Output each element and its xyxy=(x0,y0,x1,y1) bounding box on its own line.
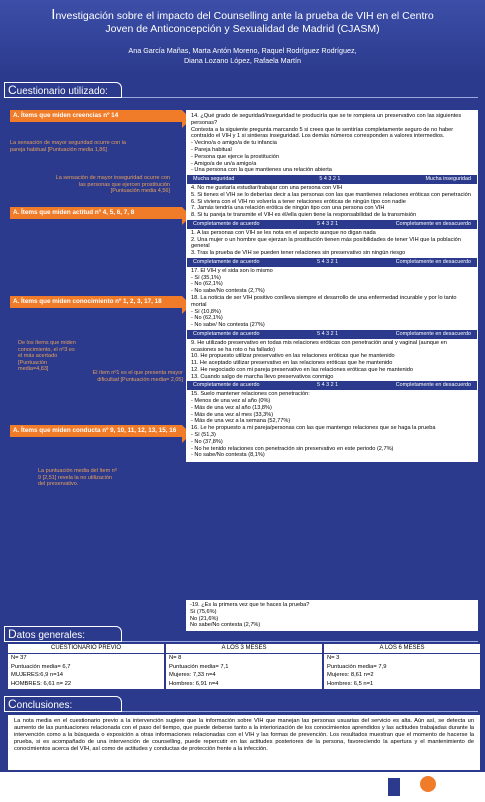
scale-acuerdo xyxy=(187,330,477,339)
divider xyxy=(122,97,478,98)
q17: 17. El VIH y el sida son lo mismo xyxy=(191,267,273,274)
q1: 1. A las personas con VIH se les nota en el aspecto aunque no digan nada xyxy=(191,229,376,236)
q14-option: - Pareja habitual xyxy=(191,146,232,153)
q17-option: - No (62,1%) xyxy=(191,281,223,288)
q19: -19. ¿Es la primera vez que te haces la prueba? xyxy=(190,602,310,608)
q16-option: - No sabe/No contesta (8,1%) xyxy=(191,452,265,459)
authors-line-1: Ana García Mañas, Marta Antón Moreno, Raquel Rodríguez Rodríguez, xyxy=(128,46,357,55)
arrow-creencias: A. Ítems que miden creencias nº 14 xyxy=(10,110,182,122)
q19-option: Sí (75,6%) xyxy=(190,608,217,615)
scale-acuerdo xyxy=(187,381,477,390)
footer xyxy=(0,772,485,802)
scale-numbers: 5 4 3 2 1 xyxy=(319,176,341,183)
scale-right: Completamente en desacuerdo xyxy=(395,382,471,389)
scale-acuerdo xyxy=(187,220,477,229)
q14: 14. ¿Qué grado de seguridad/inseguridad te produciría que se te rompiera un preservativo con las siguientes personas? xyxy=(191,113,462,126)
section-initial: C xyxy=(8,83,17,97)
q18-option: - No sabe/ No contesta (27%) xyxy=(191,322,265,329)
col-cell: Puntuación media= 7,1 xyxy=(169,663,229,670)
arrow-conocimiento: A. Ítems que miden conocimiento nº 1, 2, 3, 17, 18 xyxy=(10,296,182,308)
col-cell: N= 37 xyxy=(11,654,27,661)
scale-acuerdo xyxy=(187,258,477,267)
section-label: atos generales: xyxy=(16,630,86,641)
note-seguridad: La sensación de mayor seguridad ocurre con la pareja habitual [Puntuación media 1,86] xyxy=(10,140,126,153)
cjasm-logo xyxy=(420,776,436,792)
q14-option: - Amigo/a de un/a amigo/a xyxy=(191,160,257,167)
poster-title xyxy=(0,8,485,36)
section-datos xyxy=(4,626,122,642)
datos-col-previo xyxy=(8,644,164,689)
col-header: CUESTIONARIO PREVIO xyxy=(8,644,164,654)
col-cell: HOMBRES: 6,61 n= 22 xyxy=(11,681,72,688)
scale-numbers: 5 4 3 2 1 xyxy=(317,258,339,265)
q5: 5. Si tienes el VIH se lo deberías decir a las personas con las que mantienes relaciones eróticas con penetración xyxy=(191,191,471,198)
poster-header xyxy=(0,0,485,75)
section-cuestionario xyxy=(4,82,122,98)
col-cell: Mujeres: 8,61 n=2 xyxy=(327,672,374,679)
q18: 18. La noticia de ser VIH positivo conlleva siempre el desarrollo de una enfermedad incurable y por lo tanto mortal xyxy=(191,294,457,308)
q13: 13. Cuando salgo de marcha llevo preservativos conmigo xyxy=(191,373,334,380)
scale-numbers: 5 4 3 2 1 xyxy=(317,382,339,389)
q16-option: - No he tenido relaciones con penetración sin preservativo en este periodo (2,7%) xyxy=(191,445,394,452)
divider xyxy=(122,641,478,642)
note-item9: La puntuación media del ítem nº 9 [2,51] revela la no utilización del preservativo. xyxy=(38,468,117,487)
q18-option: - Sí (10,8%) xyxy=(191,308,221,315)
q19-option: No (21,6%) xyxy=(190,615,219,622)
col-cell: Hombres: 6,5 n=1 xyxy=(327,681,374,688)
q14-option: - Persona que ejerce la prostitución xyxy=(191,153,279,160)
q16-option: - Sí (51,3) xyxy=(191,432,216,439)
q15-option: - Más de una vez al mes (33,3%) xyxy=(191,411,274,418)
note-item3: De los ítems que miden conocimiento, el nº3 es el más acertado [Puntuación media=4,83] xyxy=(18,340,76,372)
q18-option: - No (62,1%) xyxy=(191,315,223,322)
arrow-conducta: A. Ítems que miden conducta nº 9, 10, 11, 12, 13, 15, 16 xyxy=(10,425,182,437)
q16-option: - No (37,8%) xyxy=(191,438,223,445)
datos-col-3meses xyxy=(166,644,322,689)
scale-numbers: 5 4 3 2 1 xyxy=(317,220,339,227)
scale-seguridad xyxy=(187,175,477,184)
q14-option: - Vecino/a o amigo/a de tu infancia xyxy=(191,140,277,147)
scale-left: Mucha seguridad xyxy=(193,176,235,183)
scale-right: Completamente en desacuerdo xyxy=(395,330,471,337)
divider xyxy=(122,711,478,712)
q7: 7. Jamás tendría una relación erótica de ningún tipo con una persona con VIH xyxy=(191,205,385,212)
section-initial: D xyxy=(8,627,17,641)
col-header: A LOS 6 MESES xyxy=(324,644,480,654)
questionnaire-panel xyxy=(186,110,478,462)
note-item1: El ítem nº1 es el que presenta mayor dificultad [Puntuación media= 2,05] xyxy=(92,370,183,383)
col-cell: N= 3 xyxy=(327,654,340,661)
question-19-panel xyxy=(186,600,478,631)
q17-option: - No sabe/No contesta (2,7%) xyxy=(191,288,265,295)
col-cell: Puntuación media= 7,9 xyxy=(327,663,387,670)
q15-option: - Menos de una vez al año (0%) xyxy=(191,398,271,405)
datos-col-6meses xyxy=(324,644,480,689)
scale-right: Completamente en desacuerdo xyxy=(395,258,471,265)
q17-option: - Sí (35,1%) xyxy=(191,274,221,281)
scale-left: Completamente de acuerdo xyxy=(193,330,260,337)
q3: 3. Tras la prueba de VIH se pueden tener relaciones sin preservativo sin ningún riesgo xyxy=(191,250,406,257)
col-cell: Puntuación media= 6,7 xyxy=(11,663,71,670)
scale-left: Completamente de acuerdo xyxy=(193,382,260,389)
q14-instructions: Contesta a la siguiente pregunta marcando 5 si crees que te sentirías completamente seguro de no haber contraído el VIH y 1 si sintieras inseguridad. Los demás números corresponden a valores intermedios. xyxy=(191,126,454,140)
col-cell: MUJERES:6,9 n=14 xyxy=(11,672,64,679)
title-text: nvestigación sobre el impacto del Counselling ante la prueba de VIH en el Centro Joven de Anticoncepción y Sexualidad de Madrid (CJASM) xyxy=(55,10,434,35)
scale-left: Completamente de acuerdo xyxy=(193,220,260,227)
authors xyxy=(0,46,485,66)
q19-option: No sabe/No contesta (2,7%) xyxy=(190,622,261,629)
scale-numbers: 5 4 3 2 1 xyxy=(317,330,339,337)
q11: 11. He aceptado utilizar preservativo en las relaciones eróticas que he mantenido xyxy=(191,360,393,367)
col-header: A LOS 3 MESES xyxy=(166,644,322,654)
q15-option: - Más de una vez a la semana (52,77%) xyxy=(191,418,291,425)
authors-line-2: Diana Lozano López, Rafaela Martín xyxy=(183,56,302,65)
q6: 6. Si viviera con el VIH no volvería a tener relaciones eróticas de ningún tipo con nadie xyxy=(191,198,406,205)
title-initial: I xyxy=(51,6,56,23)
conclusion-text: La nota media en el cuestionario previo a la intervención sugiere que la información sobre VIH que manejan las personas usuarias del servicio es alta. Aún así, se detecta un aumento de las puntuaciones relacionada con el paso del tiempo, que puede deberse tanto a la interiorización de los conocimientos aprendidos y las actitudes trabajadas durante la intervención como a la búsqueda o exposición a otras informaciones relacionadas con el VIH y las formas de prevención. Los resultados muestran que el momento de hacerse la prueba, si es acompañado de una intervención de counselling, puede repercutir en las actitudes posteriores de la persona, favoreciendo la apertura y el mantenimiento de conocimientos acerca del VIH, así como de actitudes y conductas de protección frente a la infección. xyxy=(8,715,480,770)
q16: 16. Le he propuesto a mi pareja/personas con las que mantengo relaciones que se haga la prueba xyxy=(191,425,436,432)
section-label: onclusiones: xyxy=(16,700,73,711)
q15: 15. Suelo mantener relaciones con penetración: xyxy=(191,391,310,398)
q4: 4. No me gustaría estudiar/trabajar con una persona con VIH xyxy=(191,184,343,191)
q10: 10. He propuesto utilizar preservativo en las relaciones eróticas que he mantenido xyxy=(191,353,395,360)
col-cell: Mujeres: 7,33 n=4 xyxy=(169,672,216,679)
arrow-actitud: A. Ítems que miden actitud nº 4, 5, 6, 7, 8 xyxy=(10,207,182,219)
scale-right: Mucha inseguridad xyxy=(425,176,471,183)
section-initial: C xyxy=(8,697,17,711)
q9: 9. He utilizado preservativo en todas mis relaciones eróticas con penetración anal y vaginal (aunque en ocasiones se ha roto o ha fallado) xyxy=(191,339,447,353)
scale-right: Completamente en desacuerdo xyxy=(395,220,471,227)
q14-option: - Una persona con la que mantienes una relación abierta xyxy=(191,167,332,174)
scale-left: Completamente de acuerdo xyxy=(193,258,260,265)
section-label: uestionario utilizado: xyxy=(16,86,108,97)
note-inseguridad: La sensación de mayor inseguridad ocurre con las personas que ejercen prostitución [Puntuación media 4,56] xyxy=(55,175,170,194)
q15-option: - Más de una vez al año (13,8%) xyxy=(191,404,272,411)
q8: 8. Si tu pareja te transmite el VIH es él/ella quien tiene la responsabilidad de la transmisión xyxy=(191,212,417,219)
datos-table xyxy=(8,644,480,689)
col-cell: N= 8 xyxy=(169,654,182,661)
institution-logo xyxy=(388,778,400,796)
q2: 2. Una mujer o un hombre que ejerzan la prostitución tienen más posibilidades de tener VIH que la población general xyxy=(191,236,461,250)
col-cell: Hombres: 6,91 n=4 xyxy=(169,681,219,688)
q12: 12. He negociado con mi pareja preservativo en las relaciones eróticas que he mantenido xyxy=(191,366,414,373)
section-conclusiones xyxy=(4,696,122,712)
